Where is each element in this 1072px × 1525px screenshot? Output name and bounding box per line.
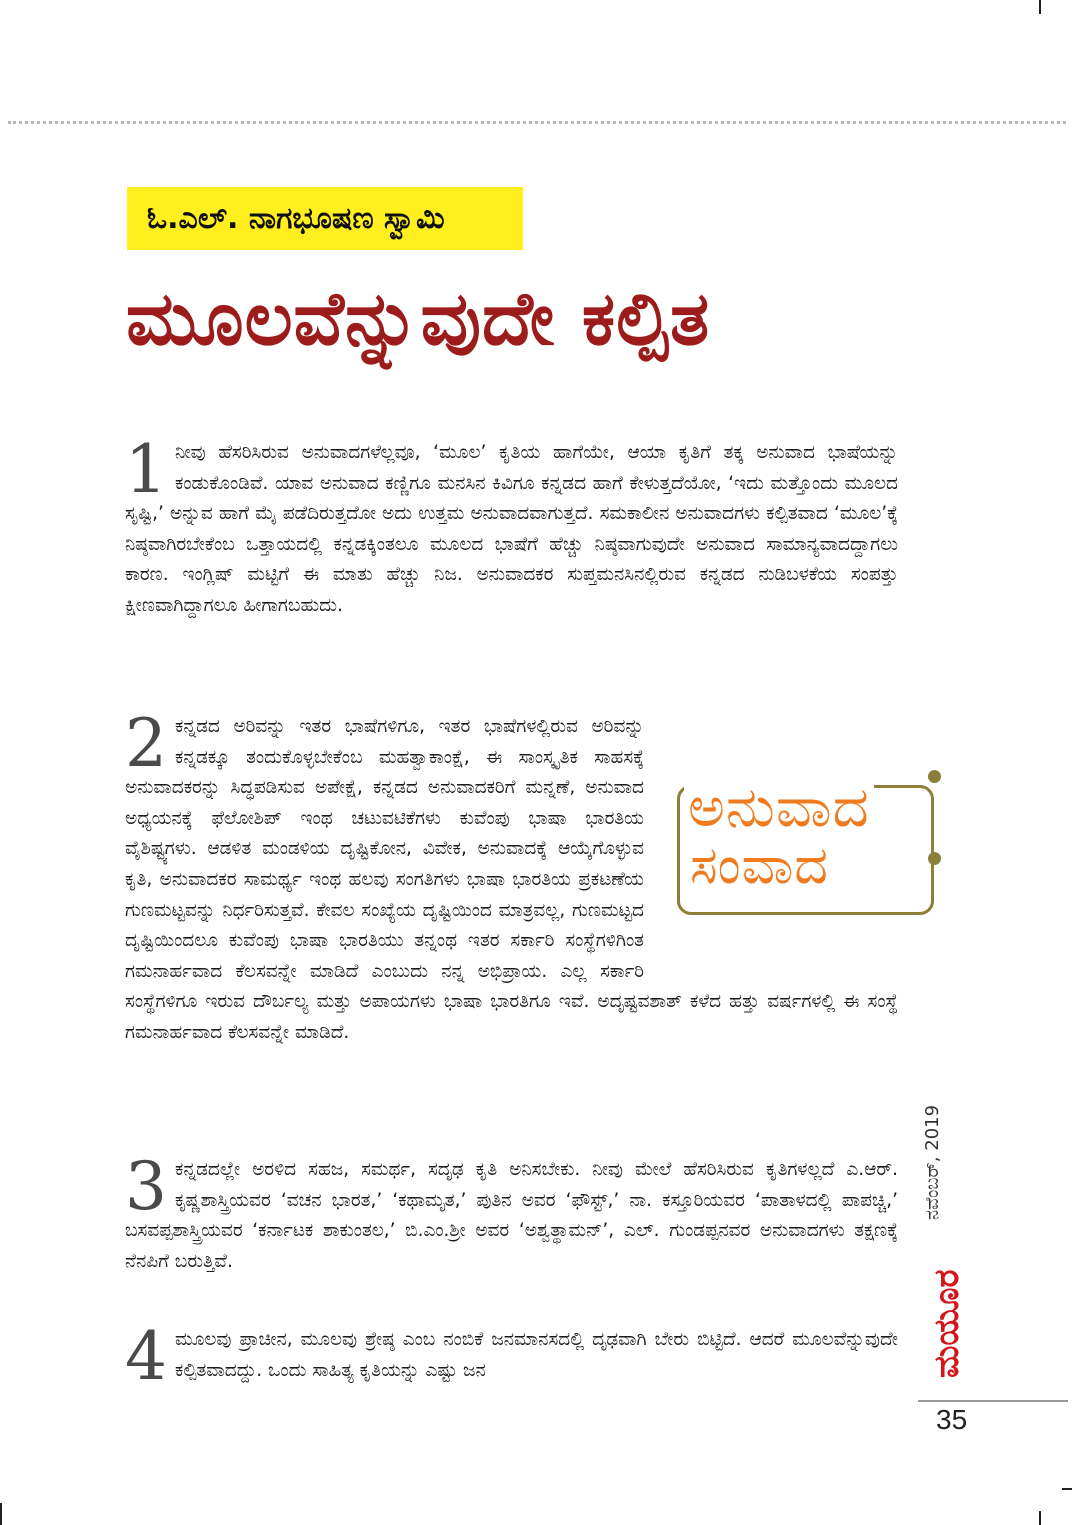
logo-dot-bottom — [928, 852, 941, 865]
drop-cap-number: 4 — [125, 1318, 167, 1395]
section-4 — [125, 1318, 898, 1395]
crop-mark — [1039, 0, 1041, 14]
page-number-rule — [918, 1400, 1068, 1402]
magazine-logo: ಮಯೂರ — [927, 1269, 967, 1378]
issue-date: ನವೆಂಬರ್, 2019 — [922, 1104, 943, 1220]
article-headline: ಮೂಲವೆನ್ನುವುದೇ ಕಲ್ಪಿತ — [126, 276, 711, 362]
logo-dot-top — [928, 770, 941, 783]
header-dotted-rule — [8, 121, 1066, 124]
section-text: ನೀವು ಹೆಸರಿಸಿರುವ ಅನುವಾದಗಳೆಲ್ಲವೂ, ‘ಮೂಲ’ ಕೃತಿಯ ಹಾಗೆಯೇ, ಆಯಾ ಕೃತಿಗೆ ತಕ್ಕ ಅನುವಾದ ಭಾಷೆಯನ್ನು ಕಂಡುಕೊಂಡಿವೆ. ಯಾವ ಅನುವಾದ ಕಣ್ಣಿಗೂ ಮನಸಿನ ಕಿವಿಗೂ ಕನ್ನಡದ ಹಾಗೆ ಕೇಳುತ್ತದೆಯೋ, ‘ಇದು ಮತ್ತೊಂದು ಮೂಲದ ಸೃಷ್ಟಿ,’ ಅನ್ನುವ ಹಾಗೆ ಮೈ ಪಡೆದಿರುತ್ತದೋ ಅದು ಉತ್ತಮ ಅನುವಾದವಾಗುತ್ತದೆ. ಸಮಕಾಲೀನ ಅನುವಾದಗಳು ಕಲ್ಪಿತವಾದ ‘ಮೂಲ’ಕ್ಕೆ ನಿಷ್ಠವಾಗಿರಬೇಕೆಂಬ ಒತ್ತಾಯದಲ್ಲಿ ಕನ್ನಡಕ್ಕಿಂತಲೂ ಮೂಲದ ಭಾಷೆಗೆ ಹೆಚ್ಚು ನಿಷ್ಠವಾಗುವುದೇ ಅನುವಾದ ಸಾಮಾನ್ಯವಾದದ್ದಾಗಲು ಕಾರಣ. ಇಂಗ್ಲಿಷ್ ಮಟ್ಟಿಗೆ ಈ ಮಾತು ಹೆಚ್ಚು ನಿಜ. ಅನುವಾದಕರ ಸುಪ್ತಮನಸಿನಲ್ಲಿರುವ ಕನ್ನಡದ ನುಡಿಬಳಕೆಯ ಸಂಪತ್ತು ಕ್ಷೀಣವಾಗಿದ್ದಾಗಲೂ ಹೀಗಾಗಬಹುದು. — [125, 442, 898, 616]
crop-mark — [0, 1503, 2, 1525]
column-logo-title: ಅನುವಾದ — [684, 780, 874, 836]
author-byline — [127, 187, 523, 250]
section-text: ಕನ್ನಡದ ಅರಿವನ್ನು ಇತರ ಭಾಷೆಗಳಿಗೂ, ಇತರ ಭಾಷೆಗಳಲ್ಲಿರುವ ಅರಿವನ್ನು ಕನ್ನಡಕ್ಕೂ ತಂದುಕೊಳ್ಳಬೇಕೆಂಬ ಮಹತ್ವಾಕಾಂಕ್ಷೆ, ಈ ಸಾಂಸ್ಕೃತಿಕ ಸಾಹಸಕ್ಕೆ ಅನುವಾದಕರನ್ನು ಸಿದ್ಧಪಡಿಸುವ ಅಪೇಕ್ಷೆ, ಕನ್ನಡದ ಅನುವಾದಕರಿಗೆ ಮನ್ನಣೆ, ಅನುವಾದ ಅಧ್ಯಯನಕ್ಕೆ ಫೆಲೋಶಿಪ್ ಇಂಥ ಚಟುವಟಿಕೆಗಳು ಕುವೆಂಪು ಭಾಷಾ ಭಾರತಿಯ ವೈಶಿಷ್ಟ್ಯಗಳು. ಆಡಳಿತ ಮಂಡಳಿಯ ದೃಷ್ಟಿಕೋನ, ವಿವೇಕ, ಅನುವಾದಕ್ಕೆ ಆಯ್ಕೆಗೊಳ್ಳುವ ಕೃತಿ, ಅನುವಾದಕರ ಸಾಮರ್ಥ್ಯ ಇಂಥ ಹಲವು ಸಂಗತಿಗಳು ಭಾಷಾ ಭಾರತಿಯ ಪ್ರಕಟಣೆಯ ಗುಣಮಟ್ಟವನ್ನು ನಿರ್ಧರಿಸುತ್ತವೆ. ಕೇವಲ ಸಂಖ್ಯೆಯ ದೃಷ್ಟಿಯಿಂದ ಮಾತ್ರವಲ್ಲ, ಗುಣಮಟ್ಟದ ದೃಷ್ಟಿಯಿಂದಲೂ ಕುವೆಂಪು ಭಾಷಾ ಭಾರತಿಯು ತನ್ನಂಥ ಇತರ ಸರ್ಕಾರಿ ಸಂಸ್ಥೆಗಳಿಗಿಂತ ಗಮನಾರ್ಹವಾದ ಕೆಲಸವನ್ನೇ ಮಾಡಿದೆ ಎಂಬುದು ನನ್ನ ಅಭಿಪ್ರಾಯ. ಎಲ್ಲ ಸರ್ಕಾರಿ ಸಂಸ್ಥೆಗಳಿಗೂ ಇರುವ ದೌರ್ಬಲ್ಯ ಮತ್ತು ಅಪಾಯಗಳು ಭಾಷಾ ಭಾರತಿಗೂ ಇವೆ. ಅದೃಷ್ಟವಶಾತ್ ಕಳೆದ ಹತ್ತು ವರ್ಷಗಳಲ್ಲಿ ಈ ಸಂಸ್ಥೆ ಗಮನಾರ್ಹವಾದ ಕೆಲಸವನ್ನೇ ಮಾಡಿದೆ. — [125, 716, 898, 1043]
section-text: ಕನ್ನಡದಲ್ಲೇ ಅರಳಿದ ಸಹಜ, ಸಮರ್ಥ, ಸದೃಢ ಕೃತಿ ಅನಿಸಬೇಕು. ನೀವು ಮೇಲೆ ಹೆಸರಿಸಿರುವ ಕೃತಿಗಳಲ್ಲದೆ ಎ.ಆರ್. ಕೃಷ್ಣಶಾಸ್ತ್ರಿಯವರ ‘ವಚನ ಭಾರತ,’ ‘ಕಥಾಮೃತ,’ ಪುತಿನ ಅವರ ‘ಫೌಸ್ಟ್,’ ನಾ. ಕಸ್ತೂರಿಯವರ ‘ಪಾತಾಳದಲ್ಲಿ ಪಾಪಚ್ಚಿ,’ ಬಸವಪ್ಪಶಾಸ್ತ್ರಿಯವರ ‘ಕರ್ನಾಟಕ ಶಾಕುಂತಲ,’ ಬಿ.ಎಂ.ಶ್ರೀ ಅವರ ‘ಅಶ್ವತ್ಥಾಮನ್’, ಎಲ್. ಗುಂಡಪ್ಪನವರ ಅನುವಾದಗಳು ತಕ್ಷಣಕ್ಕೆ ನೆನಪಿಗೆ ಬರುತ್ತಿವೆ. — [125, 1159, 898, 1272]
page-number: 35 — [936, 1404, 968, 1435]
section-3 — [125, 1148, 898, 1323]
drop-cap-number: 3 — [125, 1148, 167, 1225]
author-name: ಓ.ಎಲ್. ನಾಗಭೂಷಣ ಸ್ವಾಮಿ — [147, 201, 445, 236]
drop-cap-number: 2 — [125, 705, 167, 782]
drop-cap-number: 1 — [125, 431, 167, 508]
crop-mark — [1039, 1511, 1041, 1525]
section-1 — [125, 431, 898, 708]
column-logo-subtitle: ಸಂವಾದ — [690, 836, 829, 896]
section-text: ಮೂಲವು ಪ್ರಾಚೀನ, ಮೂಲವು ಶ್ರೇಷ್ಠ ಎಂಬ ನಂಬಿಕೆ ಜನಮಾನಸದಲ್ಲಿ ದೃಢವಾಗಿ ಬೇರು ಬಿಟ್ಟಿದೆ. ಆದರೆ ಮೂಲವೆನ್ನುವುದೇ ಕಲ್ಪಿತವಾದದ್ದು. ಒಂದು ಸಾಹಿತ್ಯ ಕೃತಿಯನ್ನು ಎಷ್ಟು ಜನ — [175, 1329, 898, 1381]
crop-mark — [1062, 1488, 1072, 1490]
